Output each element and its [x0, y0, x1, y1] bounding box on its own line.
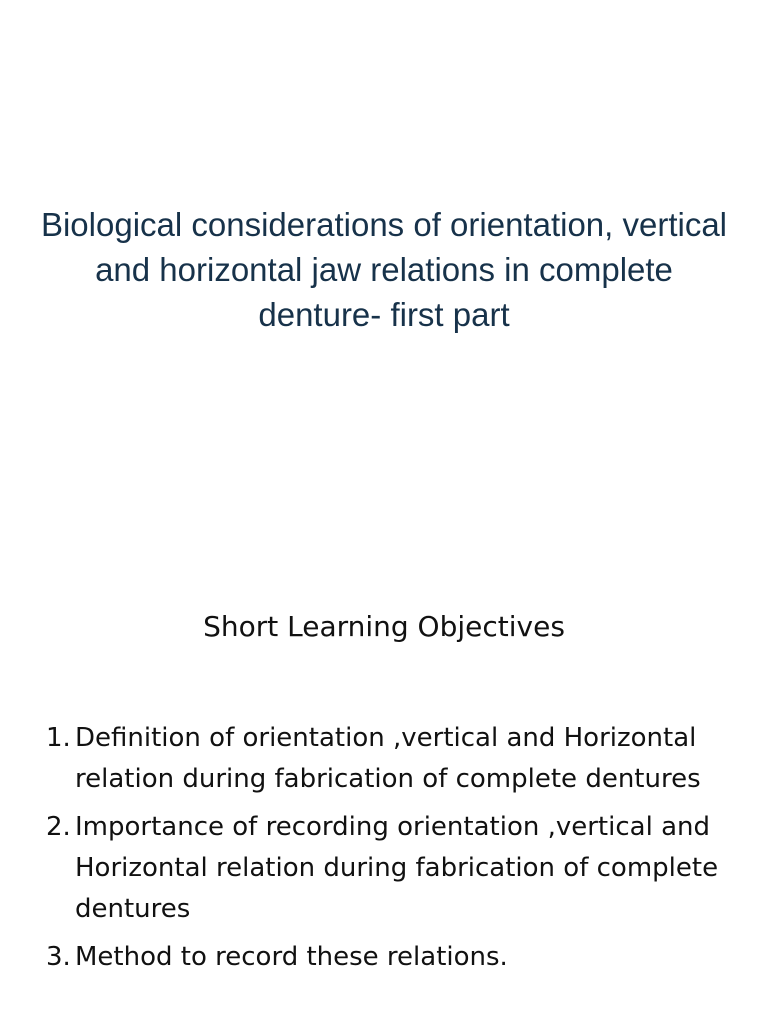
objective-text: Definition of orientation ,vertical and Horizontal relation during fabrication of complete dentures — [75, 723, 701, 794]
objective-item-2 — [46, 807, 746, 930]
objective-item-3 — [46, 937, 746, 978]
objective-number: 2. — [46, 812, 71, 842]
objective-text: Method to record these relations. — [75, 942, 508, 972]
objectives-list — [46, 718, 746, 985]
objective-text: Importance of recording orientation ,vertical and Horizontal relation during fabrication of complete dentures — [75, 812, 719, 924]
objective-item-1 — [46, 718, 746, 800]
objectives-heading: Short Learning Objectives — [203, 610, 565, 643]
slide-title: Biological considerations of orientation, vertical and horizontal jaw relations in complete denture- first part — [40, 206, 728, 333]
objective-number: 1. — [46, 723, 71, 753]
objective-number: 3. — [46, 942, 71, 972]
